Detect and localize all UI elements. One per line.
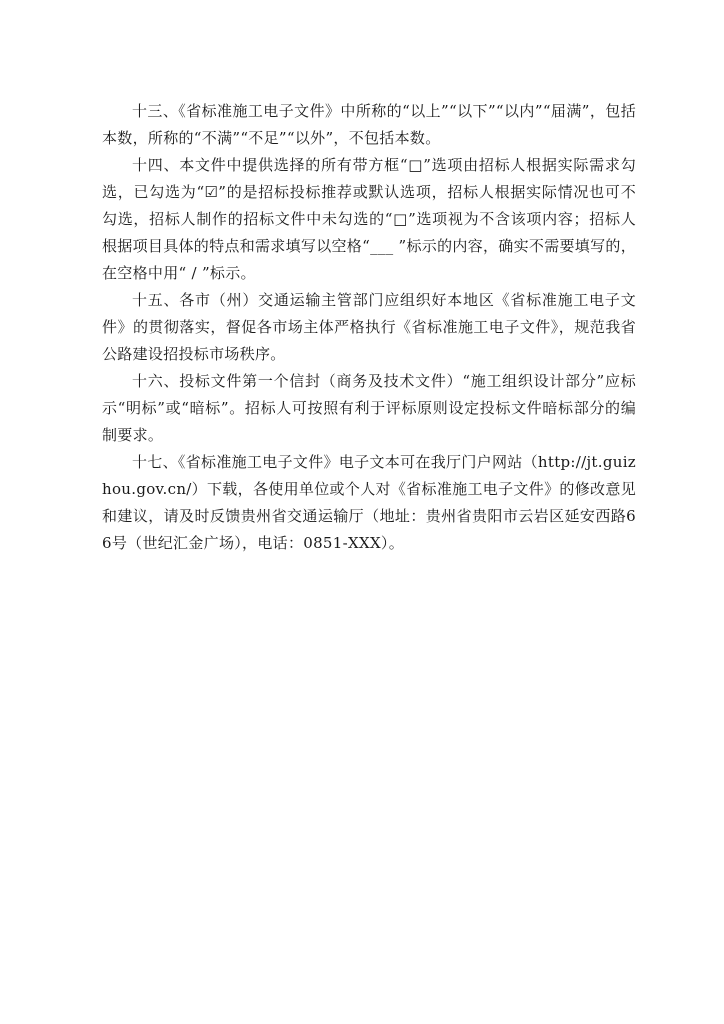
paragraph-13: 十三、《省标准施工电子文件》中所称的“以上”“以下”“以内”“届满”，包括本数，所称的“不满”“不足”“以外”，不包括本数。 — [102, 102, 636, 147]
document-page — [102, 98, 636, 557]
paragraph-17: 十七、《省标准施工电子文件》电子文本可在我厅门户网站（http://jt.guizhou.gov.cn/）下载，各使用单位或个人对《省标准施工电子文件》的修改意见和建议，请及时反馈贵州省交通运输厅（地址：贵州省贵阳市云岩区延安西路66号（世纪汇金广场），电话：0851-XXX）。 — [102, 453, 636, 552]
paragraph-16: 十六、投标文件第一个信封（商务及技术文件）“施工组织设计部分”应标示“明标”或“暗标”。招标人可按照有利于评标原则设定投标文件暗标部分的编制要求。 — [102, 372, 636, 444]
paragraph-14: 十四、本文件中提供选择的所有带方框“□”选项由招标人根据实际需求勾选，已勾选为“☑”的是招标投标推荐或默认选项，招标人根据实际情况也可不勾选，招标人制作的招标文件中未勾选的“□”选项视为不含该项内容；招标人根据项目具体的特点和需求填写以空格“___ ”标示的内容，确实不需要填写的，在空格中用“ / ”标示。 — [102, 156, 637, 282]
paragraph-15: 十五、各市（州）交通运输主管部门应组织好本地区《省标准施工电子文件》的贯彻落实，督促各市场主体严格执行《省标准施工电子文件》，规范我省公路建设招投标市场秩序。 — [102, 291, 636, 363]
